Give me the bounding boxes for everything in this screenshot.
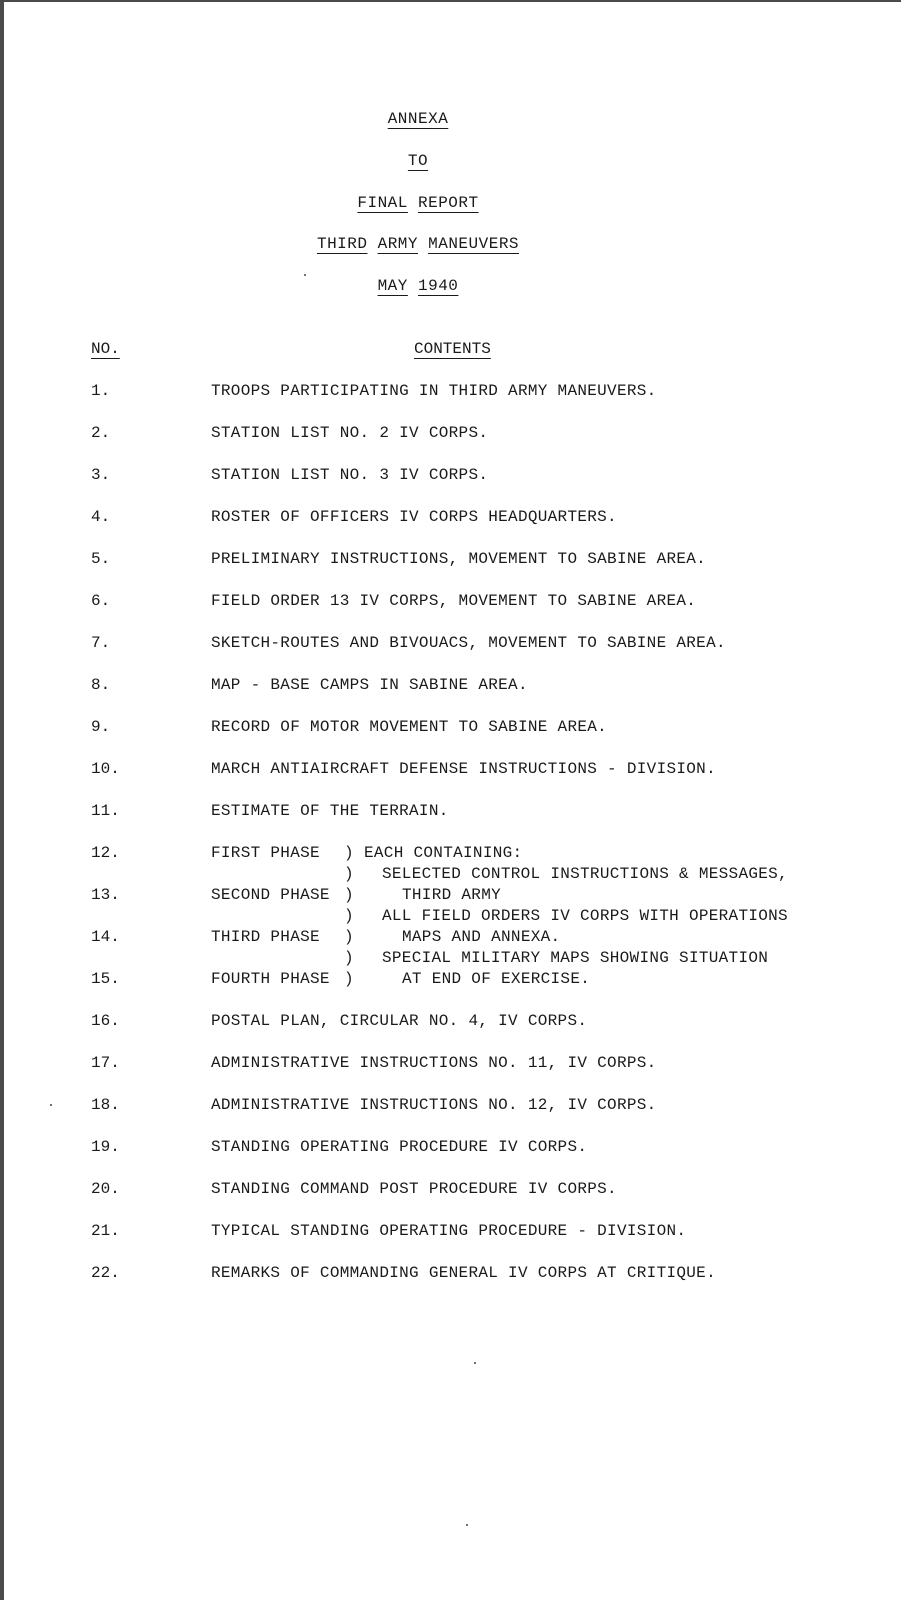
item-number: 15. [91,970,120,988]
scan-speck [474,1362,476,1364]
item-number: 8. [91,676,111,694]
item-number: 14. [91,928,120,946]
phase-contents-line: SPECIAL MILITARY MAPS SHOWING SITUATION [382,949,769,967]
bracket-glyph: ) [344,970,354,988]
bracket-glyph: ) [344,928,354,946]
item-number: 18. [91,1096,120,1114]
title-army-text: ARMY [377,235,418,253]
phase-contents-line: MAPS AND ANNEXA. [402,928,561,946]
item-text: STANDING COMMAND POST PROCEDURE IV CORPS. [211,1180,617,1198]
item-text: TROOPS PARTICIPATING IN THIRD ARMY MANEUVERS. [211,382,657,400]
bracket-glyph: ) [344,865,354,883]
item-text: ESTIMATE OF THE TERRAIN. [211,802,449,820]
phase-label: FIRST PHASE [211,844,320,862]
item-number: 3. [91,466,111,484]
phase-label: FOURTH PHASE [211,970,330,988]
header-no: NO. [91,340,120,358]
item-number: 13. [91,886,120,904]
item-text: STANDING OPERATING PROCEDURE IV CORPS. [211,1138,588,1156]
bracket-glyph: ) [344,907,354,925]
item-number: 17. [91,1054,120,1072]
item-number: 10. [91,760,120,778]
item-text: MARCH ANTIAIRCRAFT DEFENSE INSTRUCTIONS - DIVISION. [211,760,716,778]
item-number: 21. [91,1222,120,1240]
title-to-text: TO [407,152,429,170]
item-number: 5. [91,550,111,568]
title-annexa-text: ANNEXA [387,110,449,128]
item-text: PRELIMINARY INSTRUCTIONS, MOVEMENT TO SABINE AREA. [211,550,707,568]
phase-contents-line: ALL FIELD ORDERS IV CORPS WITH OPERATIONS [382,907,788,925]
item-text: RECORD OF MOTOR MOVEMENT TO SABINE AREA. [211,718,608,736]
item-text: ADMINISTRATIVE INSTRUCTIONS NO. 11, IV CORPS. [211,1054,657,1072]
item-text: SKETCH-ROUTES AND BIVOUACS, MOVEMENT TO SABINE AREA. [211,634,726,652]
item-number: 4. [91,508,111,526]
item-text: REMARKS OF COMMANDING GENERAL IV CORPS AT CRITIQUE. [211,1264,716,1282]
item-number: 6. [91,592,111,610]
title-year-text: 1940 [418,277,459,295]
header-contents: CONTENTS [414,340,491,358]
scan-speck [50,1104,52,1106]
item-text: STATION LIST NO. 3 IV CORPS. [211,466,489,484]
title-final-text: FINAL [357,194,408,212]
item-number: 16. [91,1012,120,1030]
title-report-text: REPORT [418,194,479,212]
scan-speck [466,1524,468,1526]
item-number: 20. [91,1180,120,1198]
item-number: 2. [91,424,111,442]
title-maneuvers-text: MANEUVERS [428,235,520,253]
title-to [4,152,832,170]
item-number: 7. [91,634,111,652]
item-number: 12. [91,844,120,862]
title-third-army-maneuvers [4,235,832,253]
title-third-text: THIRD [316,235,368,253]
item-text: ROSTER OF OFFICERS IV CORPS HEADQUARTERS. [211,508,617,526]
item-text: ADMINISTRATIVE INSTRUCTIONS NO. 12, IV CORPS. [211,1096,657,1114]
item-number: 11. [91,802,120,820]
title-month-text: MAY [377,277,408,295]
phase-contents-line: SELECTED CONTROL INSTRUCTIONS & MESSAGES, [382,865,788,883]
phase-label: SECOND PHASE [211,886,330,904]
title-final-report [4,194,832,212]
item-text: POSTAL PLAN, CIRCULAR NO. 4, IV CORPS. [211,1012,588,1030]
phase-contents-line: THIRD ARMY [402,886,502,904]
item-text: FIELD ORDER 13 IV CORPS, MOVEMENT TO SABINE AREA. [211,592,697,610]
item-text: TYPICAL STANDING OPERATING PROCEDURE - DIVISION. [211,1222,687,1240]
item-number: 1. [91,382,111,400]
title-date [4,277,832,295]
item-number: 22. [91,1264,120,1282]
scan-speck [304,274,306,276]
item-number: 19. [91,1138,120,1156]
title-annexa [4,110,832,128]
item-text: MAP - BASE CAMPS IN SABINE AREA. [211,676,528,694]
item-number: 9. [91,718,111,736]
each-containing-text: EACH CONTAINING: [364,844,523,862]
bracket-glyph: ) [344,949,354,967]
phase-contents-line: AT END OF EXERCISE. [402,970,591,988]
bracket-glyph: ) [344,886,354,904]
bracket-glyph: ) [344,844,354,862]
phase-label: THIRD PHASE [211,928,320,946]
item-text: STATION LIST NO. 2 IV CORPS. [211,424,489,442]
